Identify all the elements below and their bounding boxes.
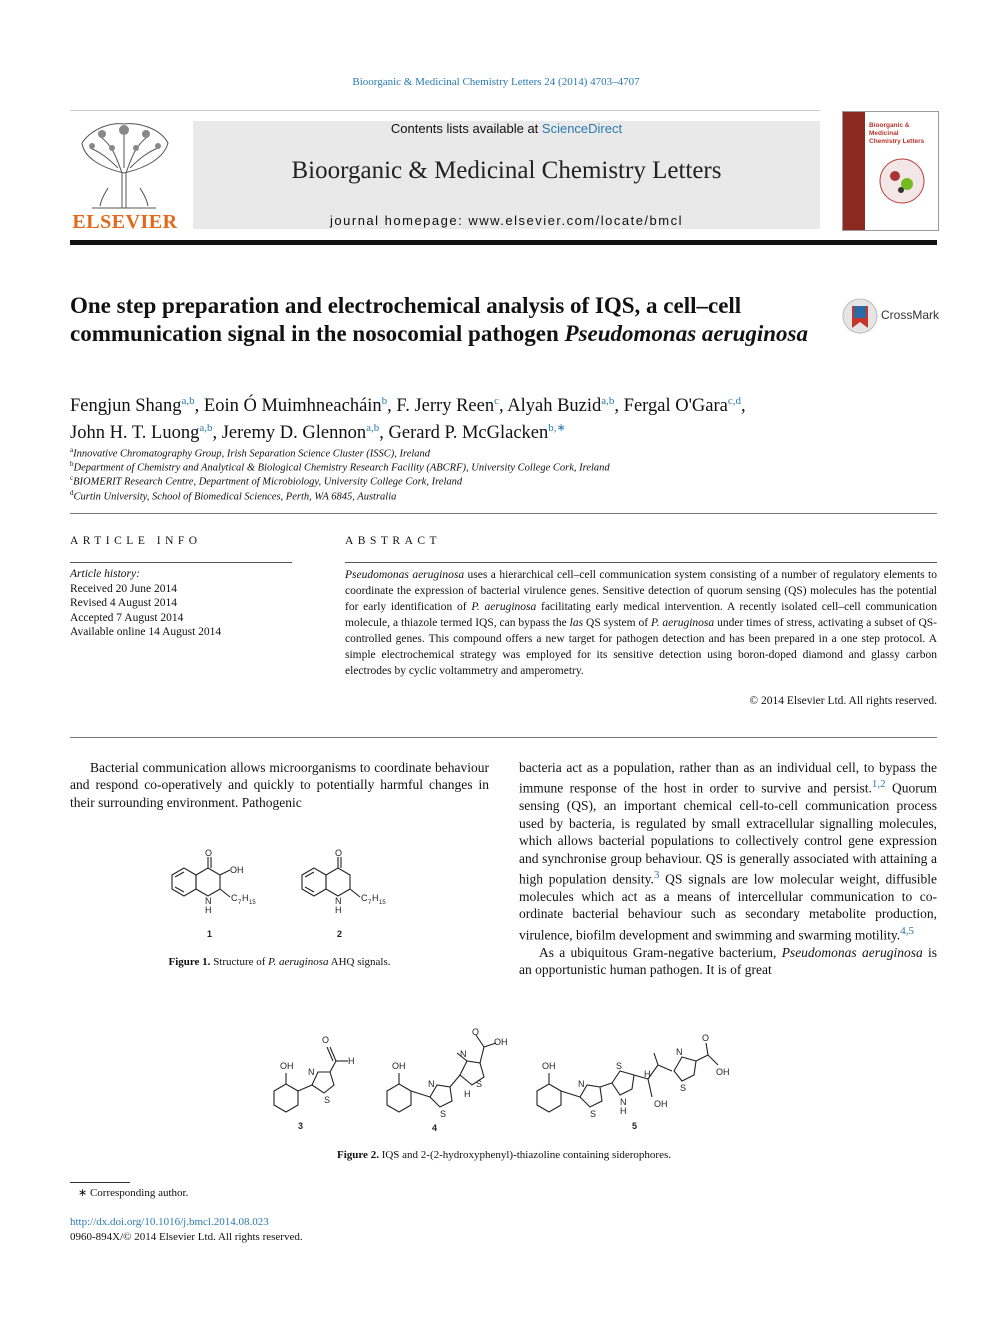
author[interactable]: Eoin Ó Muimhneacháin$^b$ [203, 395, 388, 417]
header-divider [70, 110, 820, 111]
atom-label-h: H [335, 905, 342, 915]
affiliation: $^b$Department of Chemistry and Analytical & Biological Chemistry Research Facility (ABCRF), University College Cork, Ireland [70, 460, 610, 474]
article-info-rule [70, 562, 292, 563]
author[interactable]: Jeremy D. Glennon$^{a,b}$ [221, 422, 380, 444]
atom-label-h-sub: 15 [249, 900, 256, 906]
atom-label-o: O [322, 1035, 330, 1045]
atom-label-n: N [335, 896, 342, 906]
affiliation: $^c$BIOMERIT Research Centre, Department of Microbiology, University College Cork, Ireland [70, 474, 463, 488]
atom-label-oh: OH [716, 1067, 730, 1077]
atom-label-n: N [428, 1079, 435, 1089]
atom-label-n: N [308, 1067, 315, 1077]
atom-label-n: N [578, 1079, 585, 1089]
footnote-rule [70, 1182, 130, 1183]
abstract-text: Pseudomonas aeruginosa uses a hierarchical cell–cell communication system consisting of a number of regulatory elements to coordinate the expression of bacterial virulence genes. Sensitive detection of quorum sensing (QS) molecules has the potential for early identification of P. aeruginosa facilitating early medical intervention. A recently isolated cell–cell communication molecule, a thiazole termed IQS, can bypass the las QS system of P. aeruginosa under times of stress, activating a subset of QS-controlled genes. This compound offers a new target for pathogen detection and has been prepared in a one step protocol. A simple electrochemical strategy was employed for its sensitive detection using boron-doped diamond and glassy carbon electrodes by cyclic voltammetry and amperometry. [345, 569, 937, 677]
article-history [70, 567, 221, 640]
cover-spine [843, 112, 865, 230]
atom-label-n: N [620, 1097, 627, 1107]
body-paragraph-left: Bacterial communication allows microorganisms to coordinate behaviour and respond co-operatively and quickly to potentially harmful changes in their surrounding environment. Pathogenic [70, 760, 489, 810]
atom-label-oh: OH [494, 1037, 508, 1047]
reference-link[interactable]: 1,2 [871, 778, 886, 791]
contents-line [193, 121, 820, 136]
atom-label-h: H [348, 1056, 355, 1066]
atom-label-h2: H [242, 893, 249, 903]
affiliations-divider [70, 513, 937, 514]
atom-label-oh: OH [280, 1061, 294, 1071]
atom-label-c: C [231, 893, 238, 903]
doi-link[interactable]: http://dx.doi.org/10.1016/j.bmcl.2014.08.023 [70, 1216, 269, 1228]
elsevier-tree-logo [72, 118, 178, 210]
atom-label-oh: OH [654, 1099, 668, 1109]
atom-label-h2: H [372, 893, 379, 903]
atom-label-n: N [205, 896, 212, 906]
masthead-rule [70, 240, 937, 245]
author-list: Fengjun Shang$^{a,b}$, Eoin Ó Muimhneacháin$^b$, F. Jerry Reen$^c$, Alyah Buzid$^{a,b}$, Fergal O'Gara$^{c,d}$, John H. T. Luong$^{a,b}$, Jeremy D. Glennon$^{a,b}$, Gerard P. McGlacken$^{b,∗}$ [70, 395, 746, 444]
reference-link[interactable]: 4,5 [900, 924, 914, 937]
cover-title-line2: Chemistry Letters [869, 138, 925, 145]
publisher-wordmark: ELSEVIER [72, 211, 178, 233]
atom-label-h: H [644, 1069, 651, 1079]
cover-illustration [877, 156, 927, 206]
atom-label-c: C [361, 893, 368, 903]
author[interactable]: F. Jerry Reen$^c$ [396, 395, 499, 417]
journal-homepage[interactable]: journal homepage: www.elsevier.com/locate/bmcl [330, 213, 683, 228]
abstract-copyright: © 2014 Elsevier Ltd. All rights reserved. [749, 695, 937, 707]
crossmark-label: CrossMark [881, 308, 940, 322]
author[interactable]: Fergal O'Gara$^{c,d}$ [623, 395, 741, 417]
body-paragraph-right: bacteria act as a population, rather than as an individual cell, to bypass the immune response of the host in order to survive and persist.$^{1,2}$ Quorum sensing (QS), an important chemical cell-to-cell communication process used by bacteria, is regulated by small extracellular signalling molecules, which allows bacterial populations to collectively control gene expression and synchronise group behaviour. QS is generally associated with attaining a high population density.$^3$ QS signals are low molecular weight, diffusible molecules which act as a means of intercellular communication to co-ordinate bacterial behaviour such as secondary metabolite production, virulence, biofilm development and swimming and swarming motility.$^{4,5}$ As a ubiquitous Gram-negative bacterium, Pseudomonas aeruginosa is an opportunistic human pathogen. It is of great [519, 760, 937, 977]
atom-label-h: H [464, 1089, 471, 1099]
author[interactable]: Fengjun Shang$^{a,b}$ [70, 395, 195, 417]
atom-label-s: S [324, 1095, 331, 1105]
affiliation: $^d$Curtin University, School of Biomedical Sciences, Perth, WA 6845, Australia [70, 489, 397, 503]
journal-citation[interactable]: Bioorganic & Medicinal Chemistry Letters 24 (2014) 4703–4707 [352, 76, 640, 88]
journal-cover-thumbnail[interactable] [842, 111, 939, 231]
atom-label-s: S [476, 1079, 483, 1089]
atom-label-h-sub: 15 [379, 900, 386, 906]
atom-label-n: N [676, 1047, 683, 1057]
atom-label-oh: OH [230, 865, 244, 875]
corresponding-author-note: ∗ Corresponding author. [78, 1187, 189, 1199]
atom-label-n: N [460, 1049, 467, 1059]
atom-label-h: H [620, 1106, 627, 1116]
author[interactable]: Alyah Buzid$^{a,b}$ [507, 395, 615, 417]
crossmark-badge[interactable] [842, 296, 942, 336]
affiliation: $^a$Innovative Chromatography Group, Irish Separation Science Cluster (ISSC), Ireland [70, 446, 431, 460]
compound-number: 5 [632, 1121, 638, 1131]
history-accepted: Accepted 7 August 2014 [70, 611, 184, 624]
compound-number: 1 [207, 929, 213, 939]
sciencedirect-link[interactable]: ScienceDirect [541, 121, 623, 136]
contents-prefix: Contents lists available at [390, 121, 542, 136]
history-revised: Revised 4 August 2014 [70, 597, 178, 609]
figure1-structures [160, 845, 400, 945]
atom-label-s: S [680, 1083, 687, 1093]
compound-number: 4 [432, 1123, 438, 1133]
history-online: Available online 14 August 2014 [70, 626, 222, 638]
article-title-species: Pseudomonas aeruginosa [564, 321, 809, 346]
history-received: Received 20 June 2014 [70, 582, 177, 595]
figure2-structures [262, 1025, 752, 1135]
figure2-caption: Figure 2. IQS and 2-(2-hydroxyphenyl)-thiazoline containing siderophores. [336, 1149, 671, 1161]
atom-label-c-sub: 7 [238, 900, 242, 906]
abstract-divider [70, 737, 937, 738]
atom-label-oh: OH [542, 1061, 556, 1071]
cover-title [869, 122, 935, 146]
abstract-rule [345, 562, 937, 563]
compound-number: 3 [298, 1121, 304, 1131]
atom-label-o: O [205, 848, 213, 858]
atom-label-c-sub: 7 [368, 900, 372, 906]
atom-label-o: O [472, 1027, 480, 1037]
issn-copyright: 0960-894X/© 2014 Elsevier Ltd. All rights reserved. [70, 1231, 303, 1243]
atom-label-h: H [205, 905, 212, 915]
journal-title: Bioorganic & Medicinal Chemistry Letters [291, 157, 722, 184]
article-title-text: One step preparation and electrochemical analysis of IQS, a cell–cell communication signal in the nosocomial pathogen [70, 293, 742, 346]
article-info-heading: ARTICLE INFO [70, 535, 202, 547]
cover-title-line1: Bioorganic & Medicinal [869, 122, 910, 137]
reference-link[interactable]: 3 [653, 868, 660, 881]
abstract-heading: ABSTRACT [345, 535, 442, 547]
figure1-caption: Figure 1. Structure of P. aeruginosa AHQ signals. [168, 956, 391, 968]
atom-label-s: S [440, 1109, 447, 1119]
crossmark-icon [842, 298, 878, 334]
compound-number: 2 [337, 929, 343, 939]
atom-label-o: O [702, 1033, 710, 1043]
author[interactable]: Gerard P. McGlacken$^{b,∗}$ [388, 422, 566, 444]
atom-label-s: S [616, 1061, 623, 1071]
atom-label-s: S [590, 1109, 597, 1119]
history-label: Article history: [70, 568, 140, 580]
author[interactable]: John H. T. Luong$^{a,b}$ [70, 422, 213, 444]
atom-label-oh: OH [392, 1061, 406, 1071]
atom-label-o: O [335, 848, 343, 858]
article-title [70, 292, 830, 348]
